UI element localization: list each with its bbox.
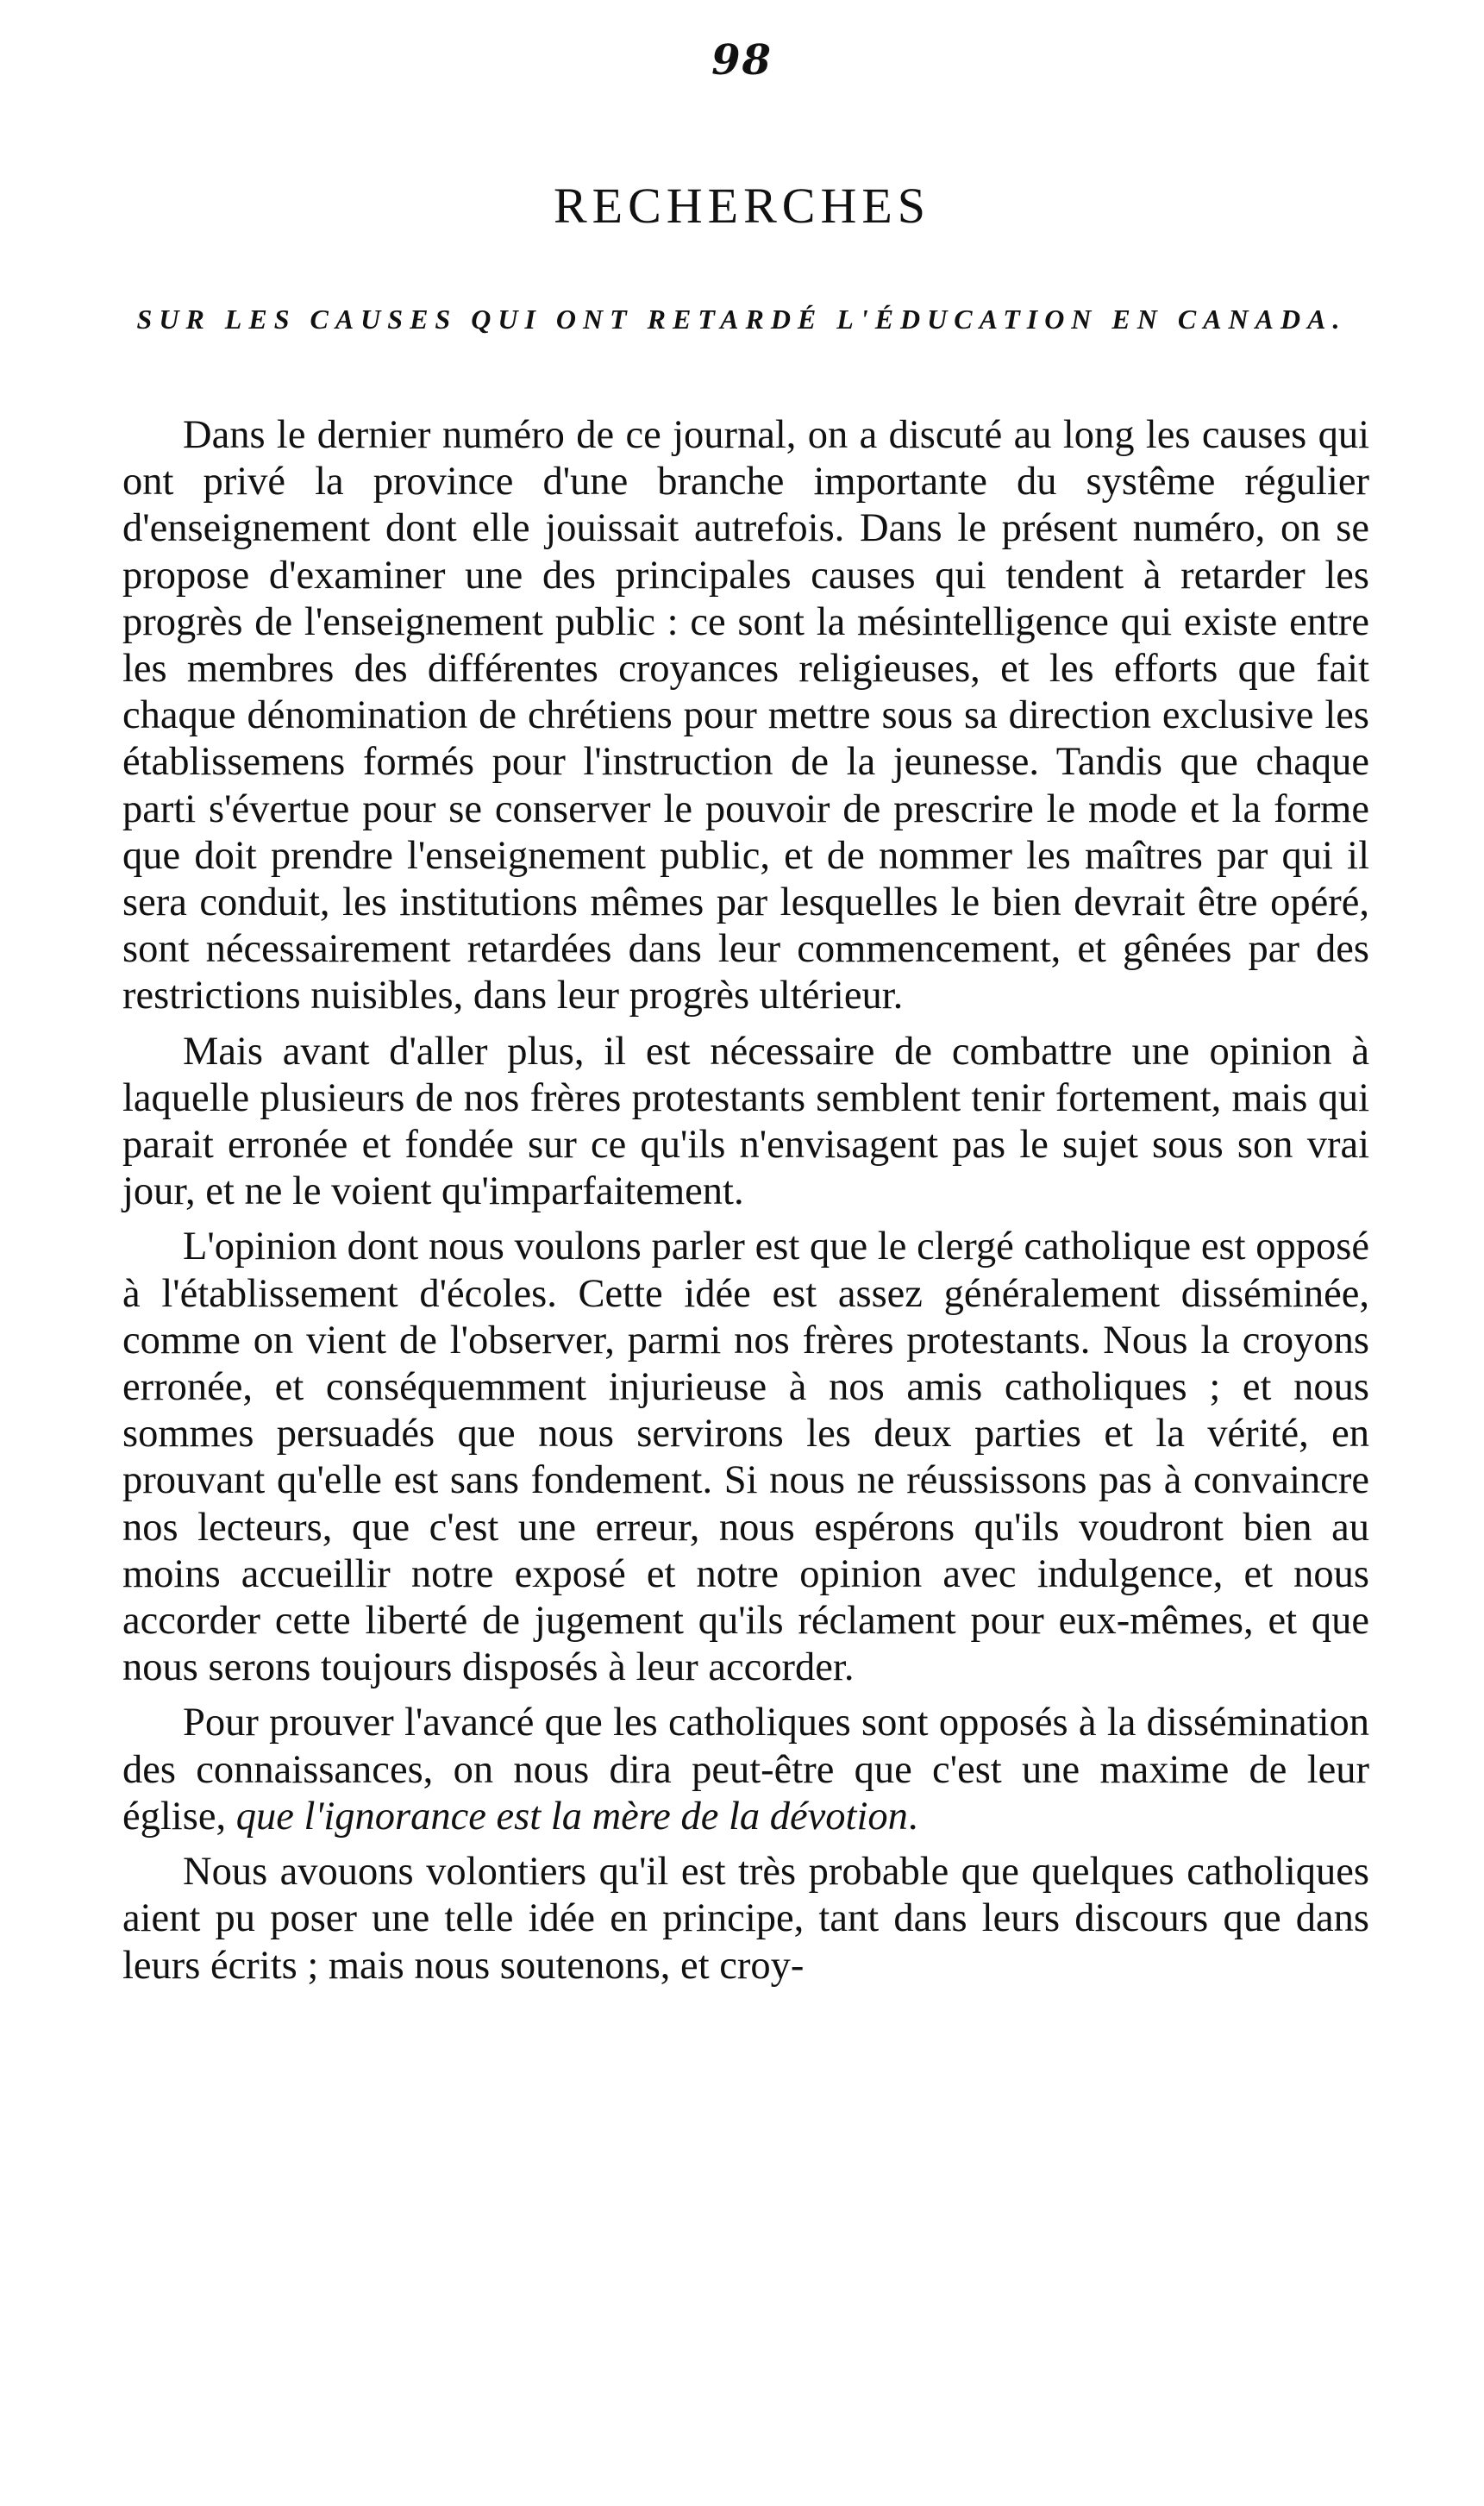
paragraph-2: Mais avant d'aller plus, il est nécessaire de combattre une opinion à laquelle plusieurs de nos frères protestants semblent tenir fortement, mais qui parait erronée et fondée sur ce qu'ils n'envisagent pas le sujet sous son vrai jour, et ne le voient qu'imparfaitement. [122, 1029, 1369, 1214]
paragraph-5: Nous avouons volontiers qu'il est très probable que quelques catholiques aient pu poser une telle idée en principe, tant dans leurs discours que dans leurs écrits ; mais nous soutenons, et croy- [122, 1850, 1369, 1988]
article-body [122, 412, 1369, 1989]
paragraph-4-text: Pour prouver l'avancé que les catholiques sont opposés à la dissémination des connaissances, on nous dira peut-être que c'est une maxime de leur église, [122, 1701, 1369, 1839]
paragraph-1: Dans le dernier numéro de ce journal, on a discuté au long les causes qui ont privé la province d'une branche importante du systême régulier d'enseignement dont elle jouissait autrefois. Dans le présent numéro, on se propose d'examiner une des principales causes qui tendent à retarder les progrès de l'enseignement public : ce sont la mésintelligence qui existe entre les membres des différentes croyances religieuses, et les efforts que fait chaque dénomination de chrétiens pour mettre sous sa direction exclusive les établissemens formés pour l'instruction de la jeunesse. Tandis que chaque parti s'évertue pour se conserver le pouvoir de prescrire le mode et la forme que doit prendre l'enseignement public, et de nommer les maîtres par qui il sera conduit, les institutions mêmes par lesquelles le bien devrait être opéré, sont nécessairement retardées dans leur commencement, et gênées par des restrictions nuisibles, dans leur progrès ultérieur. [122, 413, 1369, 1018]
page-subtitle: SUR LES CAUSES QUI ONT RETARDÉ L'ÉDUCATION EN CANADA. [136, 304, 1347, 335]
page-title: RECHERCHES [553, 178, 931, 234]
paragraph-3: L'opinion dont nous voulons parler est que le clergé catholique est opposé à l'établissement d'écoles. Cette idée est assez généralement disséminée, comme on vient de l'observer, parmi nos frères protestants. Nous la croyons erronée, et conséquemment injurieuse à nos amis catholiques ; et nous sommes persuadés que nous servirons les deux parties et la vérité, en prouvant qu'elle est sans fondement. Si nous ne réussissons pas à convaincre nos lecteurs, que c'est une erreur, nous espérons qu'ils voudront bien au moins accueillir notre exposé et notre opinion avec indulgence, et nous accorder cette liberté de jugement qu'ils réclament pour eux-mêmes, et que nous serons toujours disposés à leur accorder. [122, 1225, 1369, 1690]
paragraph-4-tail: . [907, 1794, 918, 1839]
page-number: 98 [711, 36, 773, 85]
paragraph-4-italic-quote: que l'ignorance est la mère de la dévotion [235, 1794, 908, 1839]
paragraph-4 [122, 1700, 1369, 1840]
